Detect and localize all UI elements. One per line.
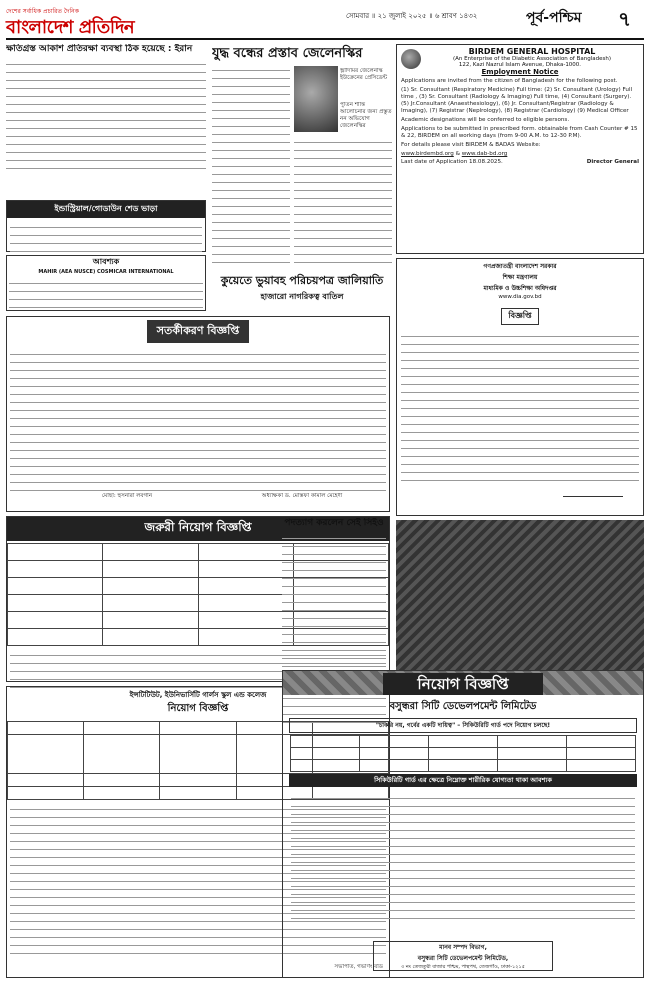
logo-text: বাংলাদেশ প্রতিদিন	[6, 17, 135, 38]
gov-notice	[396, 258, 644, 516]
position-table	[290, 735, 636, 772]
ad-title: আবশ্যক	[92, 257, 120, 266]
page-number: ৭	[618, 7, 632, 31]
story-headline: যুদ্ধ বন্ধের প্রস্তাব জেলেনস্কির	[212, 46, 363, 61]
addr-line-3: ৩ নং তেজতুরী বাজার পশ্চিম, পান্থপথ, তেজগাঁও, ঢাকা-১২১৫	[400, 964, 526, 970]
masthead	[6, 4, 644, 40]
zelensky-story-cont	[294, 168, 390, 270]
hr-address	[373, 941, 553, 971]
signer-left: মোছা: হুসনারা লবগান	[101, 493, 153, 499]
gov-header-1: গণপ্রজাতন্ত্রী বাংলাদেশ সরকার	[483, 263, 557, 270]
newspaper-logo	[6, 6, 135, 38]
bashundhara-ad	[282, 670, 644, 978]
signer-right: অধ্যক্ষিকা ড. মোস্তফা কামাল মেহেদী	[261, 493, 343, 499]
small-ad-shed	[6, 200, 206, 252]
photo-caption-2: পুতিন শান্তি আলোচনার জন্য প্রস্তুত নন অভিযোগ জেলেনস্কির	[340, 102, 392, 129]
addr-line-2: বসুন্ধরা সিটি ডেভেলপমেন্ট লিমিটেড,	[417, 955, 509, 962]
ad-subtitle: MAHIR (AEA NUSCE) COSMICAR INTERNATIONAL	[38, 269, 174, 275]
small-ad-wanted	[6, 255, 206, 311]
birdem-logo	[401, 49, 421, 69]
website-link-1[interactable]: www.birdembd.org	[401, 151, 454, 157]
kuwait-story	[212, 272, 392, 312]
left-top-story	[6, 44, 206, 196]
ad-tagline: "চাকরি নয়, গর্বের একটি দায়িত্ব" – সিকিউরিটি গার্ড পদে নিয়োগ চলছে!	[289, 718, 637, 733]
protest-photo	[396, 520, 644, 670]
gov-header-3: মাধ্যমিক ও উচ্চশিক্ষা অধিদপ্তর	[483, 285, 557, 292]
signature	[563, 483, 623, 497]
last-date: Last date of Application 18.08.2025.	[401, 159, 503, 165]
website-link-2[interactable]: www.dab-bd.org	[461, 151, 508, 157]
story-headline: কুয়েতে ভুয়াবহ পরিচয়পত্র জালিয়াতি	[220, 274, 384, 287]
warning-notice	[6, 316, 390, 512]
signer: সভাপতি, গভর্ণিং বডি	[334, 964, 383, 970]
gov-website[interactable]: www.dia.gov.bd	[498, 294, 542, 300]
hospital-address: 122, Kazi Nazrul Islam Avenue, Dhaka-1000.	[458, 62, 582, 68]
notice-title	[7, 317, 389, 345]
gov-header-2: শিক্ষা মন্ত্রণালয়	[502, 274, 538, 281]
dateline: সোমবার ॥ ২১ জুলাই ২০২৫ ॥ ৬ শ্রাবণ ১৪৩২	[346, 12, 478, 20]
birdem-notice	[396, 44, 644, 254]
zelensky-photo	[294, 66, 338, 132]
signer: Director General	[586, 159, 639, 165]
ad-title: জরুরী নিয়োগ বিজ্ঞপ্তি	[7, 517, 389, 541]
ad-title: নিয়োগ বিজ্ঞপ্তি	[167, 703, 229, 714]
org-name: ইন্সটিটিউট, ইউনিভার্সিটি গার্লস স্কুল এন্ড কলেজ	[129, 691, 267, 699]
notice-para-2: (1) Sr. Consultant (Respiratory Medicine) Full time: (2) Sr. Consultant (Urology) Full time , (3) Sr. Consultant (Radiology & Imaging) Full time, (4) Consultant (Surgery). (5) Jr.Consultant (Anaesthesiology), (6) Jr. Consultant/Registrar (Radiology & Imaging), (7) Registrar (Neplrology), (8) Registrar (Cardiology) (9) Medical Officer	[401, 87, 633, 114]
ad-banner: নিয়োগ বিজ্ঞপ্তি	[383, 673, 543, 695]
story-subhead: হাজারো নাগরিকত্ব বাতিল	[260, 292, 344, 301]
notice-body	[7, 345, 389, 497]
section-title: পূর্ব-পশ্চিম	[526, 10, 582, 26]
photo-caption-1: ভ্লাদিমির জেলেনস্কি ইউক্রেনের প্রেসিডেন্ট	[340, 68, 388, 81]
hospital-subtitle: (An Enterprise of the Diabetic Association of Bangladesh)	[453, 56, 611, 62]
website-separator: &	[455, 151, 460, 157]
addr-line-1: মানব সম্পদ বিভাগ,	[439, 944, 487, 951]
notice-heading: Employment Notice	[481, 68, 559, 76]
requirements-body	[283, 789, 643, 919]
notice-title: বিজ্ঞপ্তি	[501, 308, 538, 325]
story-headline: ক্ষতিগ্রস্ত আকাশ প্রতিরক্ষা ব্যবস্থা ঠিক হয়েছে : ইরান	[6, 44, 193, 54]
logo-tagline: দেশের সর্বাধিক প্রচারিত দৈনিক	[6, 8, 79, 15]
notice-para-1: Applications are invited from the citizen of Bangladesh for the following post.	[401, 78, 618, 84]
story-headline: পদত্যাগ করলেন সেই সিইও	[284, 518, 384, 528]
story-body	[6, 58, 206, 176]
notice-para-3: Academic designations will be conferred to eligible persons.	[401, 117, 570, 123]
company-name: বসুন্ধরা সিটি ডেভেলপমেন্ট লিমিটেড	[389, 701, 537, 712]
notice-body	[397, 328, 643, 482]
hospital-name: BIRDEM GENERAL HOSPITAL	[468, 47, 596, 56]
notice-para-4: Applications to be submitted in prescribed form. obtainable from Cash Counter # 15 & 22, BIRDEM on all working days (from 9-00 A.M. to 12-30 P.M).	[401, 126, 638, 139]
ad-title: ইন্ডাস্ট্রিয়াল/গোডাউন শেড ভাড়া	[7, 201, 205, 218]
notice-title-text: সতর্কীকরণ বিজ্ঞপ্তি	[147, 320, 250, 343]
requirement-bar: সিকিউরিটি গার্ড এর ক্ষেত্রে নিম্নোক্ত শারীরিক যোগ্যতা থাকা আবশ্যক	[289, 774, 637, 787]
notice-para-5: For details please visit BIRDEM & BADAS Website:	[401, 142, 541, 148]
story-body	[212, 64, 290, 264]
